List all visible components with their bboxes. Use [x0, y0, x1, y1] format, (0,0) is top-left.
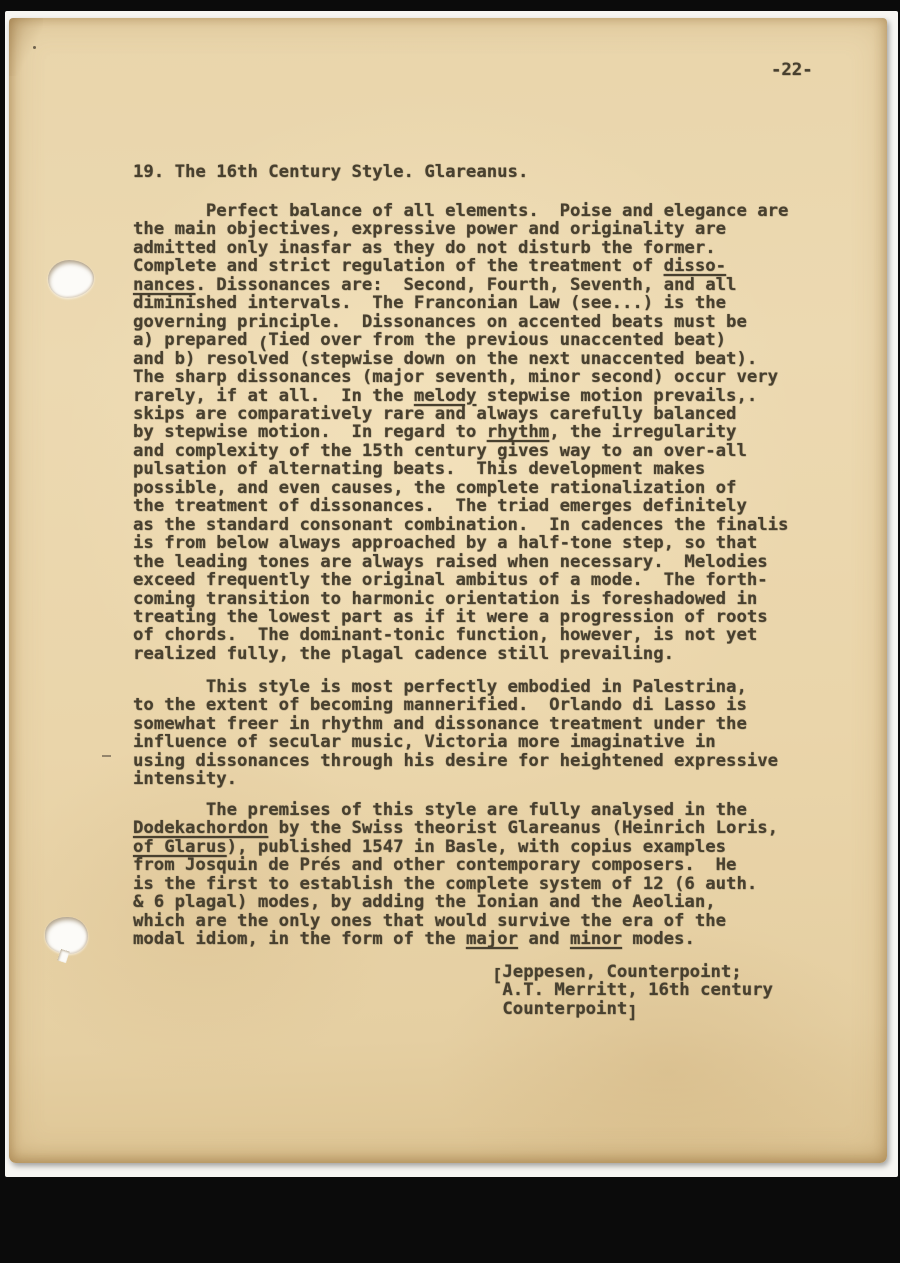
- text-line: exceed frequently the original ambitus of a mode. The forth-: [133, 570, 768, 591]
- text-line: This style is most perfectly embodied in Palestrina,: [133, 677, 747, 697]
- text-line: Counterpoint]: [492, 998, 638, 1023]
- text-line: A.T. Merritt, 16th century: [492, 980, 773, 1001]
- pencil-mark: [102, 755, 111, 757]
- text-line: from Josquin de Prés and other contemporary composers. He: [133, 855, 737, 876]
- text-line: Complete and strict regulation of the treatment of disso-: [133, 256, 727, 277]
- text-line: [Jeppesen, Counterpoint;: [492, 962, 742, 986]
- text-line: a) prepared (Tied over from the previous unaccented beat): [133, 330, 727, 355]
- document-page: [9, 18, 887, 1163]
- text-line: and complexity of the 15th century gives way to an over-all: [133, 440, 747, 461]
- text-line: coming transition to harmonic orientation is foreshadowed in: [133, 588, 758, 609]
- text-line: intensity.: [133, 769, 238, 790]
- text-line: realized fully, the plagal cadence still prevailing.: [133, 643, 675, 664]
- text-line: skips are comparatively rare and always carefully balanced: [133, 403, 737, 424]
- text-line: somewhat freer in rhythm and dissonance treatment under the: [133, 713, 747, 734]
- text-line: by stepwise motion. In regard to rhythm, the irregularity: [133, 422, 737, 443]
- text-line: & 6 plagal) modes, by adding the Ionian and the Aeolian,: [133, 892, 716, 913]
- paper-speck: [33, 46, 36, 49]
- text-line: admitted only inasfar as they do not disturb the former.: [133, 237, 716, 258]
- text-line: of chords. The dominant-tonic function, however, is not yet: [133, 625, 758, 646]
- section-heading: 19. The 16th Century Style. Glareanus.: [133, 162, 529, 182]
- text-line: Dodekachordon by the Swiss theorist Glareanus (Heinrich Loris,: [133, 818, 779, 839]
- text-line: using dissonances through his desire for heightened expressive: [133, 750, 779, 771]
- text-line: to the extent of becoming mannerified. Orlando di Lasso is: [133, 695, 747, 716]
- text-line: Perfect balance of all elements. Poise and elegance are: [133, 201, 789, 221]
- paragraph-composers: [133, 678, 778, 789]
- text-line: and b) resolved (stepwise down on the next unaccented beat).: [133, 348, 758, 369]
- text-line: pulsation of alternating beats. This development makes: [133, 459, 706, 480]
- text-line: governing principle. Dissonances on accented beats must be: [133, 311, 747, 332]
- page-number: -22-: [771, 60, 813, 80]
- text-line: influence of secular music, Victoria more imaginative in: [133, 732, 716, 753]
- text-line: the leading tones are always raised when necessary. Melodies: [133, 551, 768, 572]
- text-line: the main objectives, expressive power and originality are: [133, 219, 727, 240]
- text-line: modal idiom, in the form of the major and minor modes.: [133, 929, 695, 950]
- hole-punch-bottom: [45, 917, 88, 954]
- hole-punch-top: [48, 260, 94, 298]
- text-line: rarely, if at all. In the melody stepwise motion prevails,.: [133, 385, 758, 406]
- text-line: treating the lowest part as if it were a progression of roots: [133, 606, 768, 627]
- text-line: is the first to establish the complete system of 12 (6 auth.: [133, 873, 758, 894]
- text-line: is from below always approached by a half-tone step, so that: [133, 533, 758, 554]
- text-line: the treatment of dissonances. The triad emerges definitely: [133, 496, 747, 517]
- text-line: nances. Dissonances are: Second, Fourth, Seventh, and all: [133, 274, 737, 295]
- text-line: The sharp dissonances (major seventh, minor second) occur very: [133, 367, 779, 388]
- citation-block: [492, 962, 773, 1023]
- paragraph-dodekachordon: [133, 801, 778, 949]
- text-line: which are the only ones that would survive the era of the: [133, 910, 727, 931]
- text-line: as the standard consonant combination. In cadences the finalis: [133, 514, 789, 535]
- text-line: The premises of this style are fully analysed in the: [133, 800, 747, 820]
- text-line: diminished intervals. The Franconian Law (see...) is the: [133, 293, 727, 314]
- text-line: of Glarus), published 1547 in Basle, with copius examples: [133, 836, 727, 857]
- text-line: possible, and even causes, the complete rationalization of: [133, 477, 737, 498]
- paragraph-style-description: [133, 202, 788, 663]
